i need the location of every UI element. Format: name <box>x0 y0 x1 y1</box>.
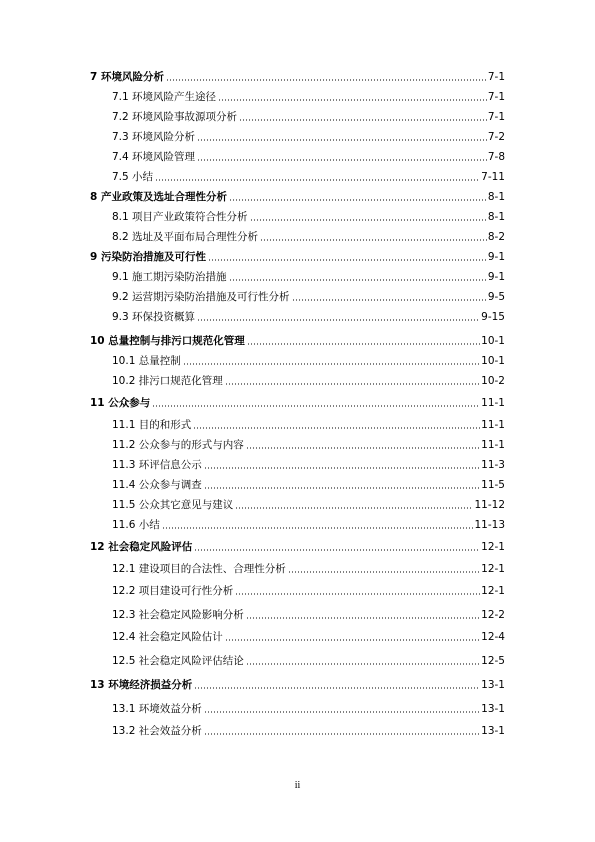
toc-entry-page: 7-11 <box>481 171 505 183</box>
toc-section-entry[interactable] <box>112 456 505 472</box>
toc-dot-leader <box>250 219 487 221</box>
toc-entry-page: 10-1 <box>481 355 505 367</box>
toc-section-entry[interactable] <box>112 128 505 144</box>
toc-entry-page: 11-12 <box>474 499 505 511</box>
toc-dot-leader <box>218 99 487 101</box>
toc-entry-page: 9-1 <box>487 271 505 283</box>
toc-entry-page: 7-8 <box>487 151 505 163</box>
toc-dot-leader <box>246 617 480 619</box>
toc-entry-title: 9.1 施工期污染防治措施 <box>112 271 227 283</box>
toc-dot-leader <box>225 383 480 385</box>
toc-entry-title: 12.4 社会稳定风险估计 <box>112 631 223 643</box>
toc-entry-page: 12-2 <box>481 609 505 621</box>
toc-entry-title: 11.3 环评信息公示 <box>112 459 202 471</box>
toc-chapter-entry[interactable] <box>90 676 505 692</box>
toc-entry-title: 12.5 社会稳定风险评估结论 <box>112 655 244 667</box>
toc-entry-page: 9-5 <box>487 291 505 303</box>
toc-entry-page: 8-1 <box>487 211 505 223</box>
toc-dot-leader <box>235 593 480 595</box>
toc-entry-page: 12-1 <box>481 563 505 575</box>
toc-entry-title: 8.1 项目产业政策符合性分析 <box>112 211 248 223</box>
toc-entry-title: 11.5 公众其它意见与建议 <box>112 499 234 511</box>
toc-entry-title: 9 污染防治措施及可行性 <box>90 251 206 263</box>
toc-dot-leader <box>225 639 480 641</box>
toc-dot-leader <box>193 427 480 429</box>
toc-section-entry[interactable] <box>112 352 505 368</box>
toc-entry-page: 8-2 <box>487 231 505 243</box>
toc-dot-leader <box>152 405 480 407</box>
toc-entry-page: 8-1 <box>487 191 505 203</box>
toc-chapter-entry[interactable] <box>90 188 505 204</box>
toc-entry-page: 7-2 <box>487 131 505 143</box>
toc-entry-page: 11-13 <box>474 519 505 531</box>
toc-dot-leader <box>292 299 487 301</box>
toc-entry-title: 8 产业政策及选址合理性分析 <box>90 191 227 203</box>
toc-entry-title: 12.3 社会稳定风险影响分析 <box>112 609 244 621</box>
toc-chapter-entry[interactable] <box>90 332 505 348</box>
toc-section-entry[interactable] <box>112 652 505 668</box>
toc-entry-title: 12.1 建设项目的合法性、合理性分析 <box>112 563 286 575</box>
toc-entry-page: 13-1 <box>481 725 505 737</box>
toc-entry-page: 9-1 <box>487 251 505 263</box>
toc-section-entry[interactable] <box>112 628 505 644</box>
toc-section-entry[interactable] <box>112 208 505 224</box>
toc-entry-title: 11.1 目的和形式 <box>112 419 192 431</box>
toc-entry-title: 11 公众参与 <box>90 397 151 409</box>
toc-section-entry[interactable] <box>112 476 505 492</box>
toc-entry-page: 9-15 <box>481 311 505 323</box>
toc-entry-title: 7.3 环境风险分析 <box>112 131 196 143</box>
toc-section-entry[interactable] <box>112 372 505 388</box>
toc-dot-leader <box>260 239 487 241</box>
toc-section-entry[interactable] <box>112 582 505 598</box>
toc-entry-title: 12 社会稳定风险评估 <box>90 541 193 553</box>
toc-entry-page: 12-5 <box>481 655 505 667</box>
toc-entry-title: 7.2 环境风险事故源项分析 <box>112 111 238 123</box>
toc-section-entry[interactable] <box>112 168 505 184</box>
toc-entry-title: 11.2 公众参与的形式与内容 <box>112 439 244 451</box>
toc-dot-leader <box>194 687 480 689</box>
toc-entry-title: 10 总量控制与排污口规范化管理 <box>90 335 245 347</box>
toc-entry-title: 11.4 公众参与调查 <box>112 479 202 491</box>
toc-dot-leader <box>235 507 473 509</box>
toc-dot-leader <box>239 119 487 121</box>
toc-dot-leader <box>204 711 480 713</box>
toc-dot-leader <box>229 279 487 281</box>
toc-entry-title: 12.2 项目建设可行性分析 <box>112 585 234 597</box>
toc-entry-title: 8.2 选址及平面布局合理性分析 <box>112 231 259 243</box>
toc-dot-leader <box>288 571 480 573</box>
toc-entry-page: 10-1 <box>481 335 505 347</box>
toc-entry-page: 12-4 <box>481 631 505 643</box>
toc-section-entry[interactable] <box>112 228 505 244</box>
toc-entry-page: 13-1 <box>481 679 505 691</box>
toc-section-entry[interactable] <box>112 108 505 124</box>
page-number: ii <box>294 780 301 791</box>
toc-entry-page: 7-1 <box>487 111 505 123</box>
toc-section-entry[interactable] <box>112 496 505 512</box>
toc-section-entry[interactable] <box>112 416 505 432</box>
toc-entry-title: 7.4 环境风险管理 <box>112 151 196 163</box>
toc-entry-page: 13-1 <box>481 703 505 715</box>
toc-entry-page: 11-5 <box>481 479 505 491</box>
toc-entry-title: 7.1 环境风险产生途径 <box>112 91 217 103</box>
toc-dot-leader <box>197 159 487 161</box>
toc-section-entry[interactable] <box>112 700 505 716</box>
toc-section-entry[interactable] <box>112 722 505 738</box>
toc-chapter-entry[interactable] <box>90 68 505 84</box>
toc-dot-leader <box>183 363 480 365</box>
toc-entry-title: 7.5 小结 <box>112 171 154 183</box>
toc-dot-leader <box>229 199 487 201</box>
toc-dot-leader <box>208 259 487 261</box>
toc-section-entry[interactable] <box>112 606 505 622</box>
toc-entry-page: 11-1 <box>481 439 505 451</box>
toc-dot-leader <box>166 79 487 81</box>
toc-entry-title: 11.6 小结 <box>112 519 160 531</box>
toc-entry-page: 11-1 <box>481 397 505 409</box>
toc-entry-page: 7-1 <box>487 91 505 103</box>
toc-dot-leader <box>204 487 480 489</box>
toc-section-entry[interactable] <box>112 308 505 324</box>
toc-entry-page: 11-3 <box>481 459 505 471</box>
toc-dot-leader <box>246 663 480 665</box>
toc-entry-page: 12-1 <box>481 541 505 553</box>
toc-chapter-entry[interactable] <box>90 538 505 554</box>
toc-dot-leader <box>247 343 480 345</box>
toc-entry-page: 7-1 <box>487 71 505 83</box>
toc-dot-leader <box>194 549 480 551</box>
toc-entry-title: 10.1 总量控制 <box>112 355 181 367</box>
toc-section-entry[interactable] <box>112 516 505 532</box>
toc-entry-title: 9.2 运营期污染防治措施及可行性分析 <box>112 291 290 303</box>
toc-dot-leader <box>197 319 480 321</box>
toc-chapter-entry[interactable] <box>90 394 505 410</box>
toc-section-entry[interactable] <box>112 88 505 104</box>
toc-section-entry[interactable] <box>112 148 505 164</box>
toc-section-entry[interactable] <box>112 560 505 576</box>
toc-chapter-entry[interactable] <box>90 248 505 264</box>
toc-section-entry[interactable] <box>112 436 505 452</box>
toc-dot-leader <box>204 733 480 735</box>
toc-dot-leader <box>162 527 474 529</box>
toc-dot-leader <box>197 139 487 141</box>
toc-entry-page: 10-2 <box>481 375 505 387</box>
toc-entry-page: 12-1 <box>481 585 505 597</box>
toc-entry-title: 13.1 环境效益分析 <box>112 703 202 715</box>
toc-entry-title: 13.2 社会效益分析 <box>112 725 202 737</box>
toc-section-entry[interactable] <box>112 268 505 284</box>
toc-dot-leader <box>246 447 480 449</box>
toc-section-entry[interactable] <box>112 288 505 304</box>
toc-entry-page: 11-1 <box>481 419 505 431</box>
toc-dot-leader <box>155 179 480 181</box>
toc-entry-title: 10.2 排污口规范化管理 <box>112 375 223 387</box>
toc-entry-title: 7 环境风险分析 <box>90 71 164 83</box>
toc-entry-title: 9.3 环保投资概算 <box>112 311 196 323</box>
toc-entry-title: 13 环境经济损益分析 <box>90 679 193 691</box>
toc-dot-leader <box>204 467 480 469</box>
